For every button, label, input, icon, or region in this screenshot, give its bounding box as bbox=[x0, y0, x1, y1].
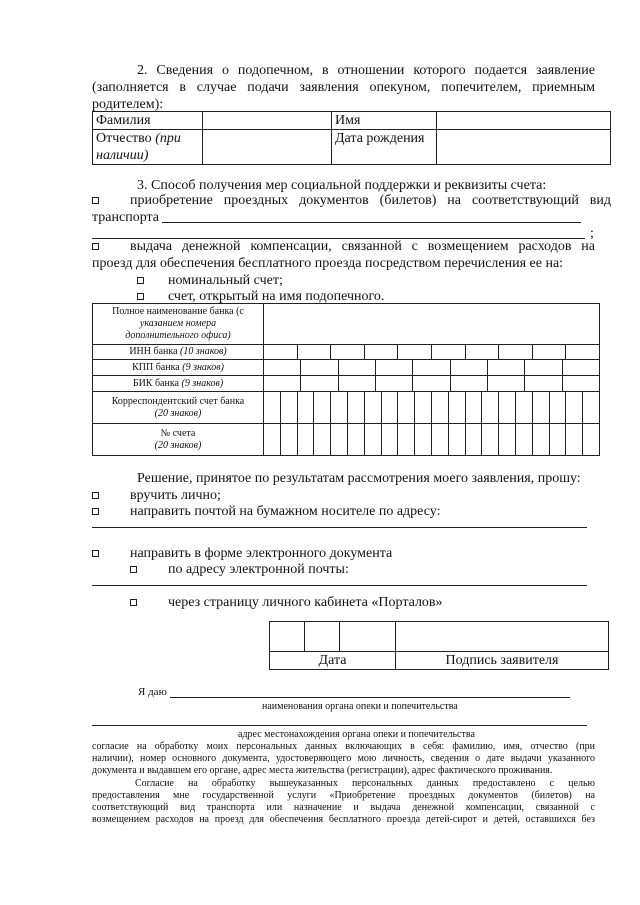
section2-heading-line2: (заполняется в случае подачи заявления опекуном, попечителем, приемным bbox=[92, 80, 595, 95]
electronic-label: направить в форме электронного документа bbox=[130, 546, 393, 561]
option-tickets-end: ; bbox=[590, 226, 594, 241]
consent-p1-line3: документа и выдавшем его органе, адрес места жительства (регистрации), адрес фактического проживания. bbox=[92, 765, 553, 776]
checkbox-portal[interactable] bbox=[130, 599, 137, 606]
bik-label: БИК банка (9 знаков) bbox=[93, 376, 264, 392]
email-label: по адресу электронной почты: bbox=[168, 562, 349, 577]
corr-account-cells[interactable] bbox=[264, 392, 600, 424]
surname-label: Фамилия bbox=[93, 112, 203, 130]
checkbox-tickets[interactable] bbox=[92, 197, 99, 204]
date-year-cell[interactable] bbox=[340, 622, 396, 652]
signature-label: Подпись заявителя bbox=[396, 652, 609, 670]
ward-info-table bbox=[92, 111, 611, 165]
signature-cell[interactable] bbox=[396, 622, 609, 652]
consent-p2-line3: соответствующий вид транспорта или назначение и выдача денежной компенсации, связанной с bbox=[92, 802, 595, 813]
consent-p2-line2: предоставления мне государственной услуги «Приобретение проездных документов (билетов) на bbox=[92, 790, 595, 801]
inn-label: ИНН банка (10 знаков) bbox=[93, 345, 264, 360]
name-label: Имя bbox=[332, 112, 437, 130]
option-tickets-line2: транспорта bbox=[92, 210, 160, 225]
authority-name-caption: наименования органа опеки и попечительства bbox=[262, 701, 458, 712]
inn-cells[interactable] bbox=[264, 345, 600, 360]
consent-p2-line1: Согласие на обработку вышеуказанных персональных данных предоставлено с целью bbox=[135, 778, 595, 789]
section2-heading-line1: 2. Сведения о подопечном, в отношении которого подается заявление bbox=[137, 63, 595, 78]
checkbox-electronic[interactable] bbox=[92, 550, 99, 557]
nominal-account-label: номинальный счет; bbox=[168, 273, 283, 288]
by-mail-label: направить почтой на бумажном носителе по адресу: bbox=[130, 504, 441, 519]
bank-details-table bbox=[92, 303, 600, 456]
date-day-cell[interactable] bbox=[270, 622, 305, 652]
in-person-label: вручить лично; bbox=[130, 488, 221, 503]
checkbox-compensation[interactable] bbox=[92, 243, 99, 250]
decision-title: Решение, принятое по результатам рассмотрения моего заявления, прошу: bbox=[137, 471, 581, 486]
account-number-cells[interactable] bbox=[264, 424, 600, 456]
consent-p1-line2: наличии), номер основного документа, удостоверяющего мою личность, сведения о дате выдачи указанного bbox=[92, 753, 595, 764]
patronymic-label: Отчество (при наличии) bbox=[93, 130, 203, 165]
bik-cells[interactable] bbox=[264, 376, 600, 392]
section2-heading-line3: родителем): bbox=[92, 97, 164, 112]
portal-label: через страницу личного кабинета «Порталов» bbox=[168, 595, 443, 610]
bank-name-label: Полное наименование банка (с указанием номера дополнительного офиса) bbox=[93, 304, 264, 345]
option-compensation-line1: выдача денежной компенсации, связанной с возмещением расходов на bbox=[130, 239, 595, 254]
transport-type-line1[interactable] bbox=[162, 222, 581, 223]
option-compensation-line2: проезд для обеспечения бесплатного проезда посредством перечисления ее на: bbox=[92, 256, 564, 271]
kpp-cells[interactable] bbox=[264, 360, 600, 376]
date-label: Дата bbox=[270, 652, 396, 670]
section3-title: 3. Способ получения мер социальной поддержки и реквизиты счета: bbox=[137, 178, 547, 193]
patronymic-field[interactable] bbox=[203, 130, 332, 165]
consent-p2-line4: возмещением расходов на проезд для обеспечения бесплатного проезда детей-сирот и детей, оставшихся без bbox=[92, 814, 595, 825]
checkbox-ward-account[interactable] bbox=[137, 293, 144, 300]
birthdate-field[interactable] bbox=[437, 130, 611, 165]
name-field[interactable] bbox=[437, 112, 611, 130]
checkbox-email[interactable] bbox=[130, 566, 137, 573]
authority-name-line[interactable] bbox=[170, 697, 570, 698]
signature-table bbox=[269, 621, 609, 670]
checkbox-in-person[interactable] bbox=[92, 492, 99, 499]
option-tickets-line1: приобретение проездных документов (билетов) на соответствующий вид bbox=[130, 193, 611, 208]
account-number-label: № счета (20 знаков) bbox=[93, 424, 264, 456]
checkbox-nominal-account[interactable] bbox=[137, 277, 144, 284]
kpp-label: КПП банка (9 знаков) bbox=[93, 360, 264, 376]
email-address-line[interactable] bbox=[92, 585, 587, 586]
authority-address-line[interactable] bbox=[92, 725, 587, 726]
ward-account-label: счет, открытый на имя подопечного. bbox=[168, 289, 385, 304]
authority-address-caption: адрес местонахождения органа опеки и попечительства bbox=[238, 729, 475, 740]
corr-account-label: Корреспондентский счет банка (20 знаков) bbox=[93, 392, 264, 424]
date-month-cell[interactable] bbox=[305, 622, 340, 652]
surname-field[interactable] bbox=[203, 112, 332, 130]
consent-p1-line1: согласие на обработку моих персональных данных включающих в себя: фамилию, имя, отчество (при bbox=[92, 741, 595, 752]
birthdate-label: Дата рождения bbox=[332, 130, 437, 165]
checkbox-by-mail[interactable] bbox=[92, 508, 99, 515]
i-give-label: Я даю bbox=[138, 686, 167, 698]
bank-name-field[interactable] bbox=[264, 304, 600, 345]
mail-address-line[interactable] bbox=[92, 527, 587, 528]
